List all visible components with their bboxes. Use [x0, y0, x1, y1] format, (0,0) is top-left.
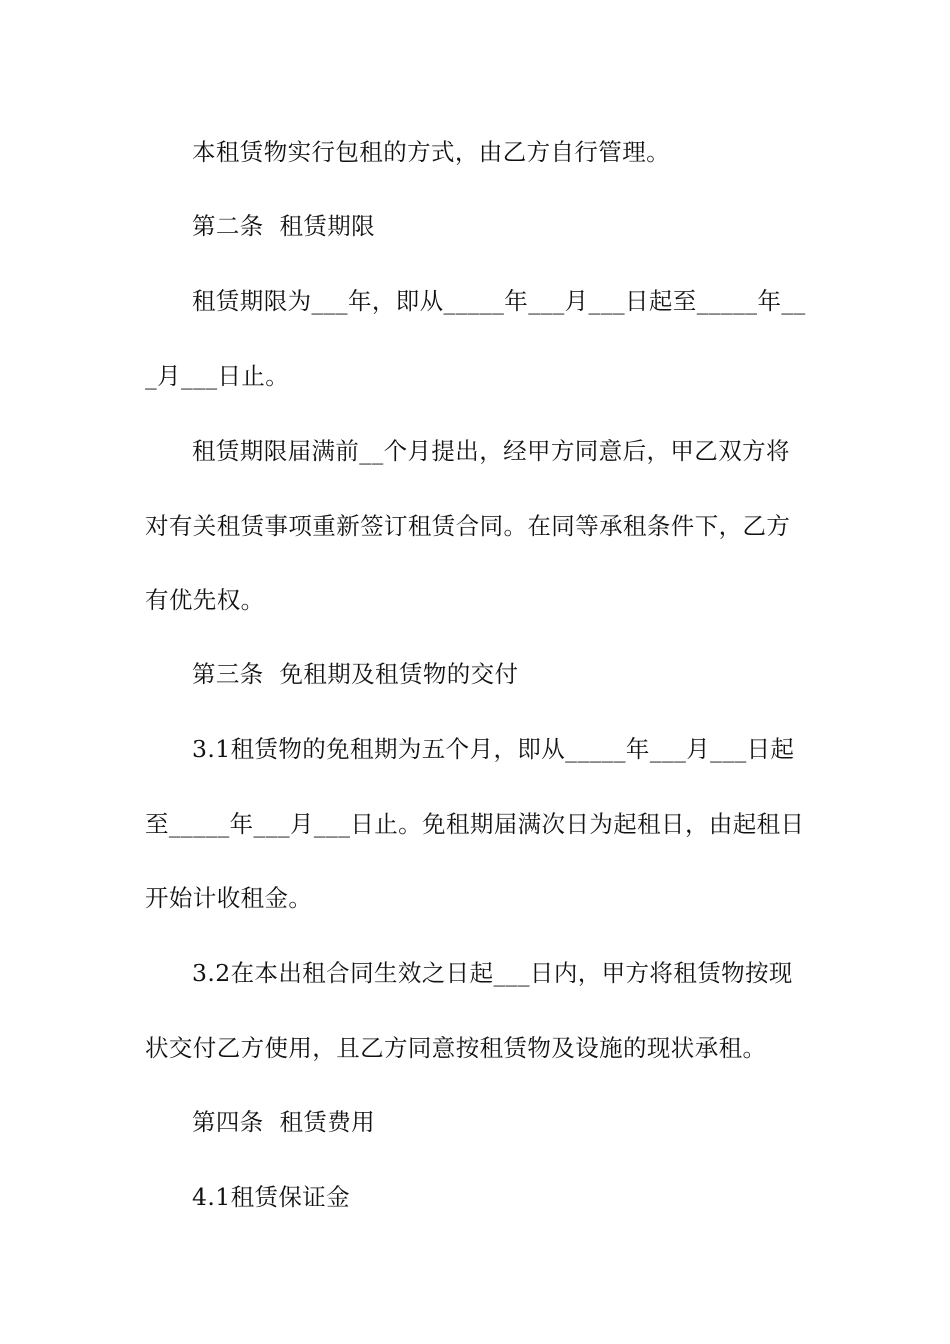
paragraph-line: 本租赁物实行包租的方式，由乙方自行管理。	[192, 138, 670, 166]
paragraph-line: 租赁期限届满前__个月提出，经甲方同意后，甲乙双方将	[192, 437, 790, 465]
paragraph-line: 有优先权。	[145, 586, 265, 614]
paragraph-line: 开始计收租金。	[145, 884, 313, 912]
subsection-heading: 4.1租赁保证金	[192, 1183, 351, 1211]
paragraph-line: 至_____年___月___日止。免租期届满次日为起租日，由起租日	[145, 810, 805, 838]
section-heading: 第三条 免租期及租赁物的交付	[192, 660, 519, 688]
paragraph-line: 对有关租赁事项重新签订租赁合同。在同等承租条件下，乙方	[145, 512, 791, 540]
paragraph-line: 租赁期限为___年，即从_____年___月___日起至_____年__	[192, 287, 806, 315]
section-heading: 第四条 租赁费用	[192, 1108, 376, 1136]
paragraph-line: 3.2在本出租合同生效之日起___日内，甲方将租赁物按现	[192, 959, 793, 987]
section-heading: 第二条 租赁期限	[192, 212, 376, 240]
paragraph-line: _月___日止。	[145, 362, 290, 390]
paragraph-line: 状交付乙方使用，且乙方同意按租赁物及设施的现状承租。	[145, 1034, 767, 1062]
paragraph-line: 3.1租赁物的免租期为五个月，即从_____年___月___日起	[192, 735, 795, 763]
